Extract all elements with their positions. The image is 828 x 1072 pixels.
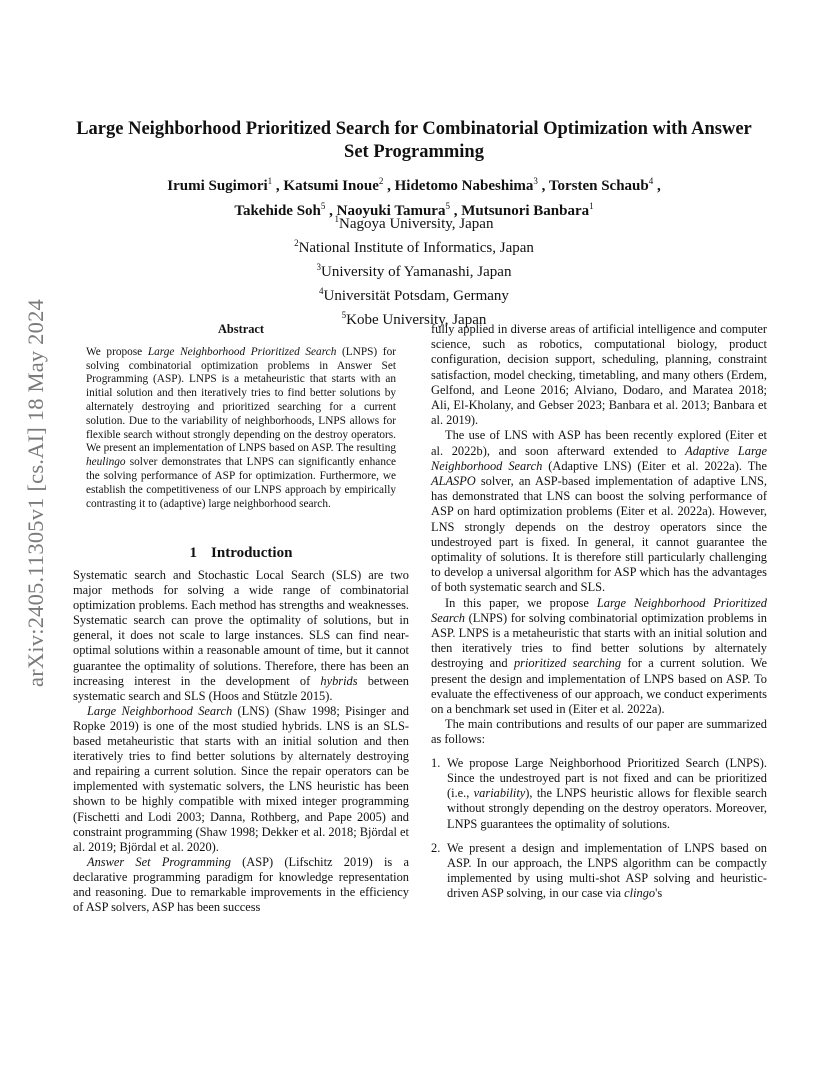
affiliation-name: University of Yamanashi, Japan	[321, 264, 512, 280]
intro-paragraph-3-continued: fully applied in diverse areas of artificial intelligence and computer science, such as robotics, computational biology, product configuration, decision support, scheduling, planning, constraint satisfaction, model checking, timetabling, and many others (Erdem, Gelfond, and Leone 2016; Alviano, Dodaro, and Maratea 2018; Ali, El-Kholany, and Gebser 2023; Banbara et al. 2013; Banbara et al. 2019).	[431, 322, 767, 428]
author-line-1: Irumi Sugimori$^1$ , Katsumi Inoue$^2$ , Hidetomo Nabeshima$^3$ , Torsten Schaub$^4$ ,	[167, 176, 661, 194]
abstract-heading: Abstract	[217, 322, 265, 336]
arxiv-stamp	[14, 258, 58, 728]
author-affil-mark: 5	[320, 201, 326, 211]
arxiv-stamp-text: arXiv:2405.11305v1 [cs.AI] 18 May 2024	[23, 299, 48, 687]
affiliation-name: Kobe University, Japan	[346, 312, 487, 328]
contribution-number: 2.	[431, 840, 441, 855]
intro-paragraph-6: The main contributions and results of our paper are summarized as follows:	[431, 717, 767, 747]
author-name: Naoyuki Tamura	[336, 203, 446, 219]
contribution-text: We propose Large Neighborhood Prioritized Search (LNPS). Since the undestroyed part is not fixed and can be prioritized (i.e., variability), the LNPS heuristic allows for flexible search without strongly depending on the destroy operators. Moreover, LNPS guarantees the optimality of solutions.	[447, 755, 767, 831]
left-column-body	[73, 568, 409, 915]
author-affil-mark: 3	[533, 176, 538, 186]
author-name: Irumi Sugimori	[167, 178, 268, 194]
contribution-text: We present a design and implementation of LNPS based on ASP. In our approach, the LNPS algorithm can be compactly implemented by using multi-shot ASP solving and heuristic-driven ASP solving, in our case via clingo's	[447, 840, 767, 901]
section-title: Introduction	[211, 545, 293, 561]
affiliation-mark: 3	[316, 262, 322, 272]
author-affil-mark: 5	[445, 201, 450, 211]
affiliation-mark: 4	[319, 286, 324, 296]
author-name: Torsten Schaub	[548, 178, 649, 194]
intro-paragraph-3: Answer Set Programming (ASP) (Lifschitz 2019) is a declarative programming paradigm for knowledge representation and reasoning. Due to remarkable improvements in the efficiency of ASP solvers, ASP has been success	[73, 854, 409, 915]
right-column-body	[431, 322, 767, 911]
affiliation	[70, 258, 758, 282]
author-affil-mark: 1	[589, 201, 594, 211]
affiliation-name: Universität Potsdam, Germany	[323, 288, 509, 304]
intro-paragraph-2: Large Neighborhood Search (LNS) (Shaw 1998; Pisinger and Ropke 2019) is one of the most studied hybrids. LNS is an SLS-based metaheuristic that starts with an initial solution and then iteratively tries to find better solutions by alternately destroying and repairing a current solution. Since the repair operators can be implemented with systematic solvers, the LNS heuristic has been shown to be highly compatible with mixed integer programming (Fischetti and Lodi 2003; Danna, Rothberg, and Pape 2005) and constraint programming (Shaw 1998; Dekker et al. 2018; Björdal et al. 2019; Björdal et al. 2020).	[73, 703, 409, 854]
author-affil-mark: 1	[267, 176, 273, 186]
author-line-2: Takehide Soh$^5$ , Naoyuki Tamura$^5$ , Mutsunori Banbara$^1$	[234, 201, 594, 219]
affiliation-mark: 5	[341, 310, 347, 320]
author-affil-mark: 2	[378, 176, 384, 186]
author-name: Katsumi Inoue	[283, 178, 379, 194]
paper-title: Large Neighborhood Prioritized Search for Combinatorial Optimization with Answer Set Programming	[76, 119, 752, 162]
contribution-item	[431, 841, 767, 902]
affiliation	[70, 210, 758, 234]
affiliation	[70, 234, 758, 258]
affiliation-list	[70, 210, 758, 330]
intro-paragraph-1: Systematic search and Stochastic Local Search (SLS) are two major methods for solving a wide range of combinatorial optimization problems. Each method has strengths and weaknesses. Systematic search can prove the optimality of solutions, but in general, it does not scale to large instances. SLS can find near-optimal solutions within a reasonable amount of time, but it cannot guarantee the optimality of solutions. Therefore, there has been an increasing interest in the development of hybrids between systematic search and SLS (Hoos and Stützle 2015).	[73, 568, 409, 703]
affiliation-mark: 1	[334, 214, 340, 224]
affiliation-mark: 2	[294, 238, 299, 248]
contribution-item	[431, 756, 767, 832]
author-name: Hidetomo Nabeshima	[394, 178, 534, 194]
affiliation-name: National Institute of Informatics, Japan	[298, 240, 534, 256]
abstract	[86, 323, 396, 511]
affiliation	[70, 282, 758, 306]
author-name: Mutsunori Banbara	[461, 203, 590, 219]
contribution-number: 1.	[431, 755, 441, 770]
abstract-text: We propose Large Neighborhood Prioritized Search (LNPS) for solving combinatorial optimization problems in Answer Set Programming (ASP). LNPS is a metaheuristic that starts with an initial solution and then iteratively tries to find better solutions by alternately destroying and prioritized searching for a current solution. Due to the variability of neighborhoods, LNPS allows for flexible search without strongly depending on the destroy operators. We present an implementation of LNPS based on ASP. The resulting heulingo solver demonstrates that LNPS can significantly enhance the solving performance of ASP for optimization. Furthermore, we establish the competitiveness of our LNPS approach by empirically contrasting it to (adaptive) large neighborhood search.	[86, 345, 396, 510]
contribution-list	[431, 756, 767, 902]
section-heading-introduction	[73, 545, 409, 562]
affiliation-name: Nagoya University, Japan	[339, 216, 494, 232]
author-name: Takehide Soh	[234, 203, 321, 219]
intro-paragraph-4: The use of LNS with ASP has been recently explored (Eiter et al. 2022b), and soon afterward extended to Adaptive Large Neighborhood Search (Adaptive LNS) (Eiter et al. 2022a). The ALASPO solver, an ASP-based implementation of adaptive LNS, has demonstrated that LNS can boost the solving performance of ASP on hard optimization problems (Eiter et al. 2022a). However, LNS strongly depends on the destroy operators since the undestroyed part is fixed. In general, it cannot guarantee the optimality of solutions. It is therefore still particularly challenging to develop a universal algorithm for ASP which has the advantages of both systematic search and SLS.	[431, 428, 768, 595]
intro-paragraph-5: In this paper, we propose Large Neighborhood Prioritized Search (LNPS) for solving combinatorial optimization problems in ASP. LNPS is a metaheuristic that starts with an initial solution and then iteratively tries to find better solutions by alternately destroying and prioritized searching for a current solution. We present the design and implementation of LNPS based on ASP. To evaluate the effectiveness of our approach, we conduct experiments on a benchmark set used in (Eiter et al. 2022a).	[431, 595, 768, 717]
section-number: 1	[189, 545, 198, 561]
author-affil-mark: 4	[648, 176, 654, 186]
